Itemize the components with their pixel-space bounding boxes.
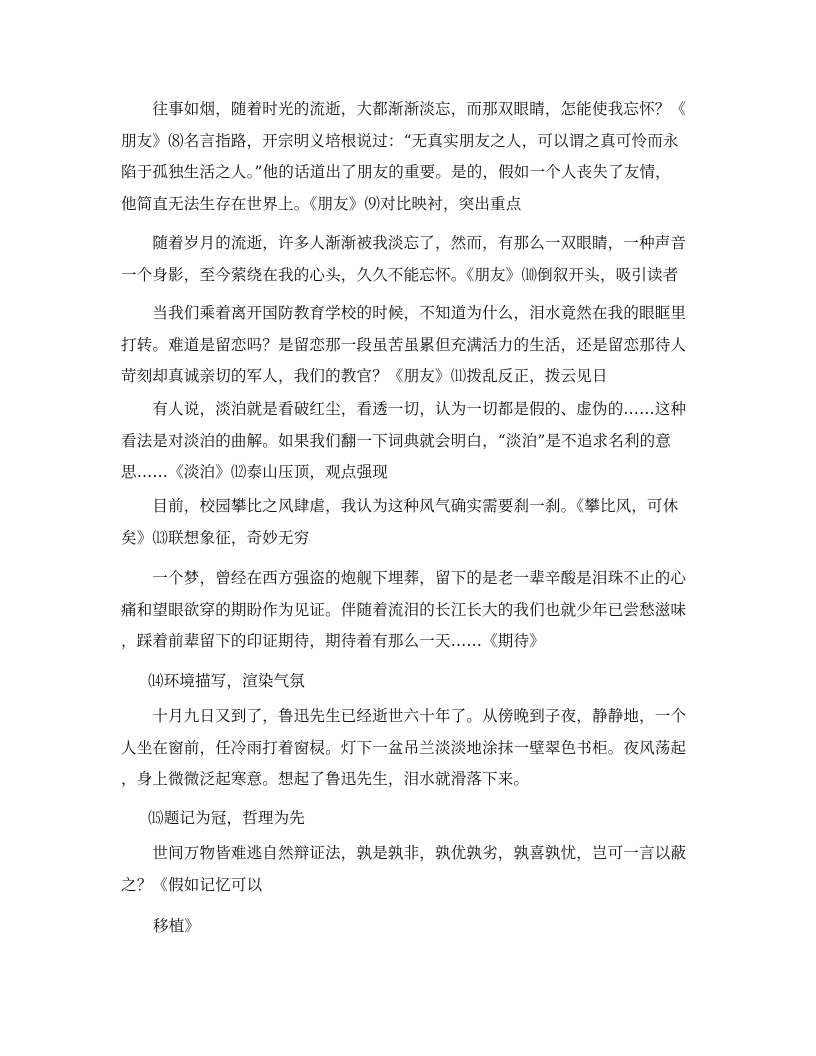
paragraph-dream (121, 563, 701, 658)
text-line: 看法是对淡泊的曲解。如果我们翻一下词典就会明白，“淡泊”是不追求名利的意 (121, 431, 672, 450)
text-line: 他简直无法生存在世界上。《朋友》⑼对比映衬，突出重点 (121, 194, 522, 213)
text-line: 陷于孤独生活之人。”他的话道出了朋友的重要。是的，假如一个人丧失了友情， (121, 163, 671, 181)
text-line: 矣》⒀联想象征，奇妙无穷 (121, 528, 310, 547)
text-line: 有人说，淡泊就是看破红尘，看透一切，认为一切都是假的、虚伪的……这种 (121, 400, 687, 418)
text-line: 十月九日又到了，鲁迅先生已经逝世六十年了。从傍晚到子夜，静静地，一个 (121, 707, 687, 725)
text-line: 移植》 (153, 917, 201, 935)
paragraph-indifference (121, 394, 701, 489)
text-line: 打转。难道是留恋吗？是留恋那一段虽苦虽累但充满活力的生活，还是留恋那待人 (121, 335, 687, 354)
heading-environment (148, 666, 708, 698)
text-line: ，踩着前辈留下的印证期待，期待着有那么一天……《期待》 (121, 632, 545, 650)
text-line: 往事如烟，随着时光的流逝，大都渐渐淡忘，而那双眼睛，怎能使我忘怀？《 (121, 100, 687, 118)
text-line: 人坐在窗前，任冷雨打着窗棂。灯下一盆吊兰淡淡地涂抹一壁翠色书柜。夜风荡起 (121, 738, 687, 757)
text-line: 随着岁月的流逝，许多人渐渐被我淡忘了，然而，有那么一双眼睛，一种声音 (121, 234, 687, 252)
text-line: 世间万物皆难逃自然辩证法，孰是孰非，孰优孰劣，孰喜孰忧，岂可一言以蔽 (121, 844, 687, 862)
text-line: ，身上微微泛起寒意。想起了鲁迅先生，泪水就滑落下来。 (121, 770, 530, 788)
text-line: 思……《淡泊》⑿泰山压顶，观点强现 (121, 463, 388, 481)
text-line: 之？《假如记忆可以 (121, 875, 263, 894)
paragraph-transplant (153, 911, 713, 943)
text-line: 目前，校园攀比之风肆虐，我认为这种风气确实需要刹一刹。《攀比风，可休 (121, 497, 679, 515)
paragraph-leaving-school (121, 298, 701, 393)
text-line: 朋友》⑻名言指路，开宗明义培根说过：“无真实朋友之人，可以谓之真可怜而永 (121, 131, 679, 150)
text-line: 一个身影，至今萦绕在我的心头，久久不能忘怀。《朋友》⑽倒叙开头，吸引读者 (121, 265, 679, 284)
text-line: 苛刻却真诚亲切的军人，我们的教官？《朋友》⑾拨乱反正，拨云见日 (121, 367, 608, 385)
text-line: ⒂题记为冠，哲理为先 (148, 809, 306, 827)
paragraph-comparison (121, 491, 701, 554)
heading-inscription (148, 803, 708, 835)
paragraph-lu-xun (121, 701, 701, 796)
text-line: 当我们乘着离开国防教育学校的时候，不知道为什么，泪水竟然在我的眼眶里 (121, 304, 687, 322)
paragraph-friend-eyes (121, 94, 701, 220)
paragraph-years-passing (121, 228, 701, 291)
paragraph-dialectics (121, 838, 701, 901)
text-line: ⒁环境描写，渲染气氛 (148, 672, 306, 690)
text-line: 痛和望眼欲穿的期盼作为见证。伴随着流泪的长江长大的我们也就少年已尝愁滋味 (121, 600, 687, 619)
text-line: 一个梦，曾经在西方强盗的炮舰下埋葬，留下的是老一辈辛酸是泪珠不止的心 (121, 569, 687, 587)
